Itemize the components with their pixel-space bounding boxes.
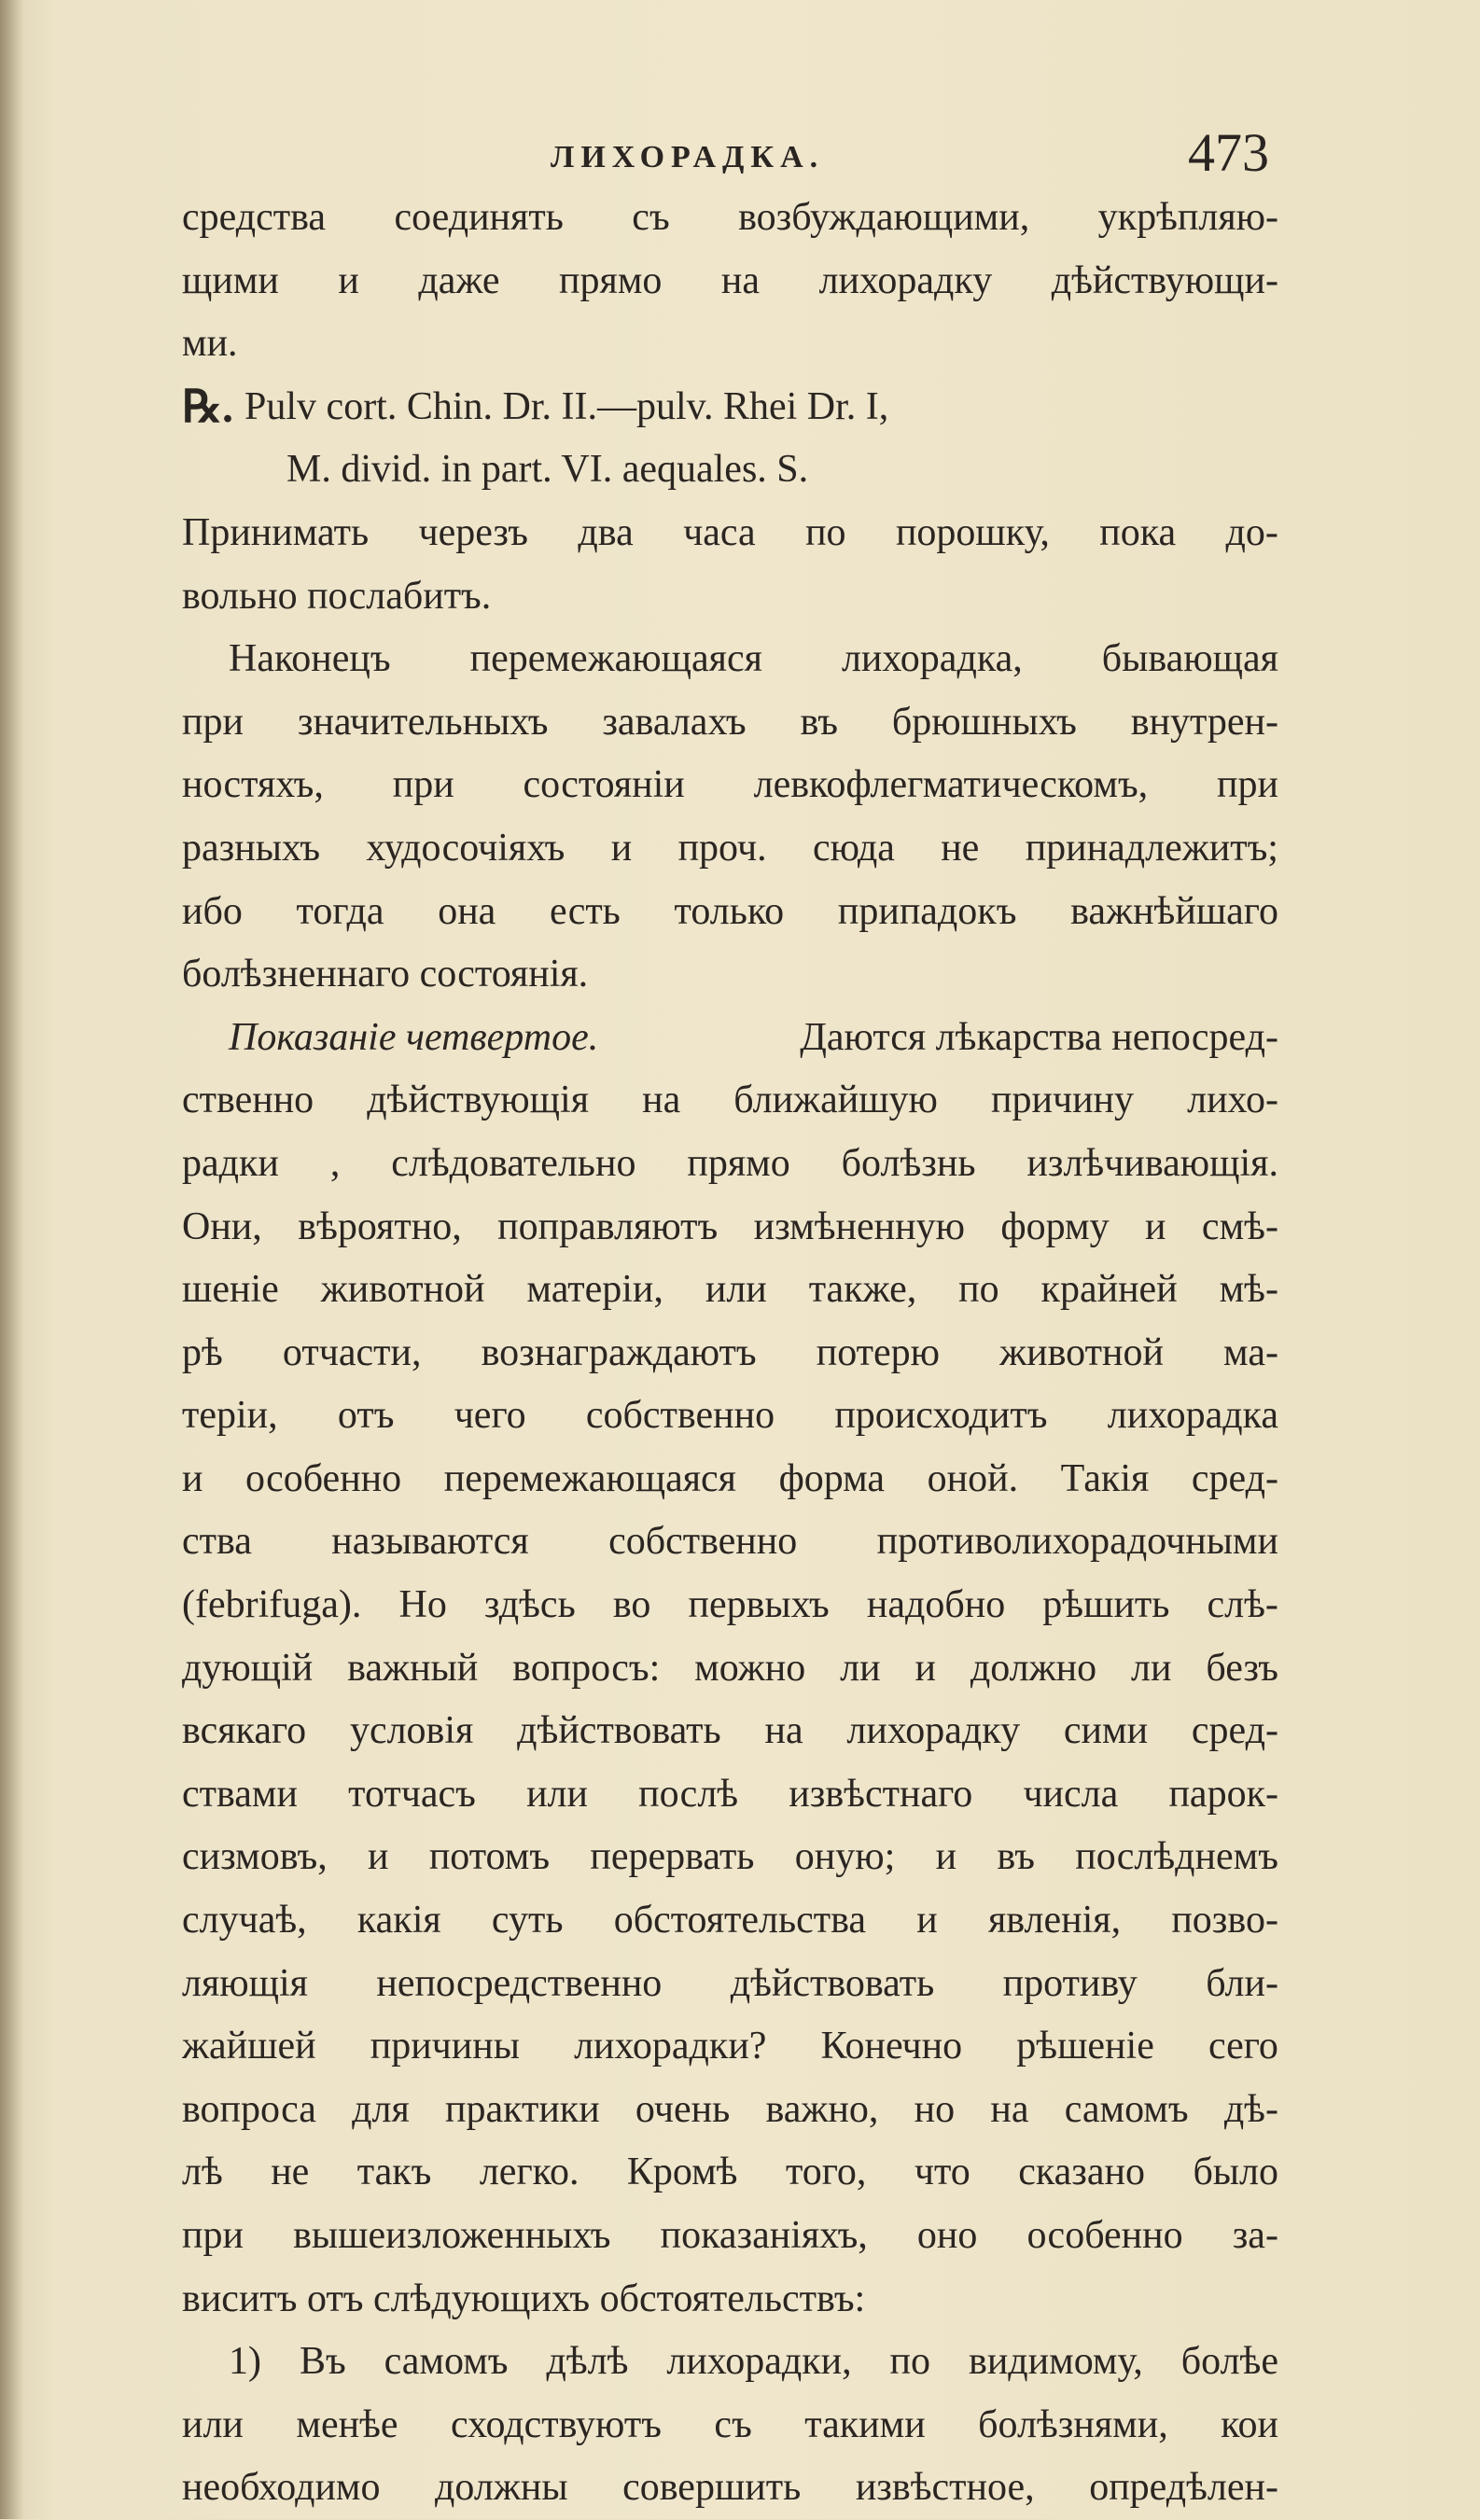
text-line xyxy=(182,187,1278,250)
text-line xyxy=(182,2079,1278,2142)
word: сизмовъ, xyxy=(182,1835,328,1879)
recipe-symbol: ℞. xyxy=(182,382,234,432)
text-line: болѣзненнаго состоянія. xyxy=(182,953,589,996)
text-line xyxy=(182,817,1278,881)
word: извѣстнаго xyxy=(789,1772,973,1816)
word: средства xyxy=(182,196,327,239)
word: вознаграждаютъ xyxy=(481,1330,757,1374)
word: разныхъ xyxy=(182,826,321,870)
text-line xyxy=(182,2141,1278,2205)
text-line xyxy=(182,1700,1278,1763)
word: прямо xyxy=(687,1141,790,1185)
word: менѣе xyxy=(296,2402,398,2446)
word: радки xyxy=(182,1141,279,1185)
word: безъ xyxy=(1206,1646,1278,1690)
word: шеніе xyxy=(182,1268,279,1312)
text-line xyxy=(182,2331,1278,2394)
word: особенно xyxy=(1026,2214,1183,2257)
word: слѣ- xyxy=(1207,1583,1278,1627)
text-line xyxy=(182,1196,1278,1260)
word: и xyxy=(916,1899,938,1942)
word: причины xyxy=(370,2025,520,2068)
text-line xyxy=(182,2457,1278,2520)
word: что xyxy=(914,2151,970,2194)
word: сходствуютъ xyxy=(451,2402,662,2446)
word: лихорадка xyxy=(1107,1394,1278,1438)
page-header xyxy=(182,121,1269,187)
word: форма xyxy=(778,1456,886,1500)
text-line xyxy=(182,250,1278,313)
word: припадокъ xyxy=(837,889,1017,933)
word: вопросъ: xyxy=(512,1646,661,1690)
word: при xyxy=(182,2214,244,2257)
word: бли- xyxy=(1206,1961,1278,2005)
word: лихорадки? xyxy=(574,2025,767,2068)
word: противу xyxy=(1002,1961,1138,2005)
word: какія xyxy=(356,1899,441,1942)
word: очень xyxy=(635,2087,731,2131)
word: внутрен- xyxy=(1130,700,1278,744)
word: чего xyxy=(454,1394,526,1438)
word: сюда xyxy=(812,826,895,870)
word: оной. xyxy=(927,1456,1019,1500)
word: оную; xyxy=(794,1835,896,1879)
word: бывающая xyxy=(1101,637,1278,681)
prescription-line xyxy=(182,376,1278,439)
word: числа xyxy=(1023,1772,1119,1816)
word: рѣшить xyxy=(1042,1583,1170,1627)
word: ли xyxy=(1131,1646,1172,1690)
word: (febrifuga). xyxy=(182,1583,362,1627)
word: особенно xyxy=(245,1456,402,1500)
word: по xyxy=(889,2340,931,2384)
word: сред- xyxy=(1191,1456,1278,1500)
word: отчасти, xyxy=(282,1330,422,1374)
word: и xyxy=(368,1835,389,1879)
word: совершить xyxy=(622,2466,802,2510)
word: лѣ xyxy=(182,2151,223,2194)
word: дѣйствовать xyxy=(730,1961,935,2005)
word: ли xyxy=(840,1646,881,1690)
word: Въ xyxy=(299,2340,346,2384)
word: вышеизложенныхъ xyxy=(293,2214,611,2257)
word: прямо xyxy=(559,258,663,302)
text-line xyxy=(182,502,1278,565)
word: слѣдовательно xyxy=(391,1141,636,1185)
word: потомъ xyxy=(428,1835,551,1879)
word: причину xyxy=(991,1079,1135,1122)
word: было xyxy=(1193,2151,1278,2194)
word: на xyxy=(990,2087,1029,2131)
word: Кромѣ xyxy=(626,2151,738,2194)
word: и xyxy=(182,1456,203,1500)
text-line xyxy=(182,1637,1278,1701)
word: сего xyxy=(1208,2025,1278,2068)
word: первыхъ xyxy=(688,1583,830,1627)
word: но xyxy=(914,2087,956,2131)
word: Наконецъ xyxy=(229,637,391,681)
word: тотчасъ xyxy=(348,1772,476,1816)
word: возбуждающими, xyxy=(738,196,1030,239)
word: условія xyxy=(349,1709,474,1753)
word: съ xyxy=(714,2402,752,2446)
word: завалахъ xyxy=(602,700,747,744)
word: смѣ- xyxy=(1201,1204,1278,1248)
text-line: ми. xyxy=(182,322,238,366)
word: лихорадки, xyxy=(666,2340,852,2384)
word: рѣ xyxy=(182,1330,223,1374)
word: дующій xyxy=(182,1646,314,1690)
word: при xyxy=(182,700,244,744)
text-line xyxy=(182,1259,1278,1322)
word: матеріи, xyxy=(526,1268,663,1312)
word: есть xyxy=(550,889,621,933)
word: можно xyxy=(694,1646,806,1690)
word: болѣе xyxy=(1180,2340,1278,2384)
word: парок- xyxy=(1168,1772,1278,1816)
word: и xyxy=(915,1646,936,1690)
word: всякаго xyxy=(182,1709,307,1753)
word: здѣсь xyxy=(483,1583,576,1627)
word: ства xyxy=(182,1520,252,1564)
word: ляющія xyxy=(182,1961,308,2005)
word: или xyxy=(526,1772,588,1816)
word: ственно xyxy=(182,1079,314,1122)
word: мѣ- xyxy=(1219,1268,1278,1312)
word: черезъ xyxy=(418,510,529,554)
text-line xyxy=(182,691,1278,755)
word: извѣстное, xyxy=(855,2466,1035,2510)
indication-heading: Показаніе четвертое. xyxy=(229,1015,599,1059)
text-line xyxy=(182,1511,1278,1574)
word: происходитъ xyxy=(834,1394,1048,1438)
text-line xyxy=(182,1448,1278,1511)
word: важный xyxy=(347,1646,479,1690)
word: излѣчивающія. xyxy=(1026,1141,1278,1185)
word: измѣненную xyxy=(753,1204,965,1248)
word: или xyxy=(705,1268,767,1312)
word: или xyxy=(182,2402,244,2446)
word: важно, xyxy=(765,2087,879,2131)
word: собственно xyxy=(608,1520,798,1564)
word: ствами xyxy=(182,1772,298,1816)
word: лихорадку xyxy=(818,258,993,302)
word: форму xyxy=(1000,1204,1110,1248)
word: важнѣйшаго xyxy=(1070,889,1278,933)
word: во xyxy=(612,1583,651,1627)
word: при xyxy=(392,763,454,807)
word: суть xyxy=(491,1899,564,1942)
word: непосредственно xyxy=(376,1961,663,2005)
prescription-line: M. divid. in part. VI. aequales. S. xyxy=(286,448,809,492)
word: не xyxy=(941,826,980,870)
word: и xyxy=(935,1835,957,1879)
word: левкофлегматическомъ, xyxy=(753,763,1149,807)
word: на xyxy=(764,1709,803,1753)
text-line xyxy=(182,1763,1278,1827)
word: по xyxy=(805,510,846,554)
word: крайней xyxy=(1040,1268,1178,1312)
text-line xyxy=(182,1826,1278,1889)
text-line xyxy=(182,1889,1278,1953)
word: при xyxy=(1217,763,1278,807)
word: случаѣ, xyxy=(182,1899,307,1942)
word: значительныхъ xyxy=(297,700,549,744)
word: видимому, xyxy=(968,2340,1143,2384)
text-line xyxy=(182,1574,1278,1637)
word: тогда xyxy=(296,889,384,933)
text-line: вольно послабитъ. xyxy=(182,574,492,618)
word: перервать xyxy=(590,1835,755,1879)
word: жайшей xyxy=(182,2025,316,2068)
word: перемежающаяся xyxy=(443,1456,736,1500)
word: рѣшеніе xyxy=(1016,2025,1154,2068)
word: собственно xyxy=(585,1394,775,1438)
word: съ xyxy=(632,196,670,239)
word: такими xyxy=(804,2402,926,2446)
word: показаніяхъ, xyxy=(660,2214,868,2257)
word: противолихорадочными xyxy=(876,1520,1278,1564)
word: дѣ- xyxy=(1223,2087,1278,2131)
word: опредѣлен- xyxy=(1089,2466,1278,2510)
word: , xyxy=(329,1141,341,1185)
word: Принимать xyxy=(182,510,370,554)
text-line xyxy=(182,1133,1278,1196)
word: по xyxy=(958,1268,999,1312)
word: обстоятельства xyxy=(613,1899,867,1942)
text-line xyxy=(182,2394,1278,2457)
word: пока xyxy=(1099,510,1177,554)
text-line xyxy=(182,881,1278,944)
word: на xyxy=(720,258,761,302)
word: сказано xyxy=(1018,2151,1145,2194)
word: сред- xyxy=(1191,1709,1278,1753)
word: два xyxy=(578,510,634,554)
word: отъ xyxy=(337,1394,395,1438)
word: самомъ xyxy=(384,2340,509,2384)
word: вѣроятно, xyxy=(298,1204,462,1248)
word: дѣлѣ xyxy=(546,2340,629,2384)
word: явленія, xyxy=(987,1899,1122,1942)
word: надобно xyxy=(866,1583,1006,1627)
word: ма- xyxy=(1223,1330,1278,1374)
page-number: 473 xyxy=(1188,122,1269,183)
word: брюшныхъ xyxy=(891,700,1077,744)
word: для xyxy=(352,2087,410,2131)
word: на xyxy=(642,1079,681,1122)
word: послѣ xyxy=(638,1772,739,1816)
word: сими xyxy=(1063,1709,1149,1753)
text-line xyxy=(182,1069,1278,1133)
page-text xyxy=(182,187,1278,2520)
word: укрѣпляю- xyxy=(1097,196,1278,239)
prescription-text: Pulv cort. Chin. Dr. II.—pulv. Rhei Dr. I, xyxy=(244,384,889,428)
text-line xyxy=(182,1385,1278,1448)
word: дѣйствующи- xyxy=(1051,258,1278,302)
word: Но xyxy=(398,1583,447,1627)
word: необходимо xyxy=(182,2466,381,2510)
word: порошку, xyxy=(895,510,1050,554)
word: состояніи xyxy=(523,763,685,807)
word: должно xyxy=(970,1646,1097,1690)
word: и xyxy=(338,258,359,302)
text-line: виситъ отъ слѣдующихъ обстоятельствъ: xyxy=(182,2276,866,2320)
word: Они, xyxy=(182,1204,262,1248)
word: въ xyxy=(800,700,838,744)
word: щими xyxy=(182,258,279,302)
word: оно xyxy=(916,2214,978,2257)
word: часа xyxy=(683,510,756,554)
text-line xyxy=(182,1953,1278,2016)
word: того, xyxy=(785,2151,867,2194)
word: проч. xyxy=(677,826,767,870)
word: самомъ xyxy=(1064,2087,1189,2131)
word: въ xyxy=(997,1835,1035,1879)
word: поправляютъ xyxy=(497,1204,719,1248)
word: ностяхъ, xyxy=(182,763,324,807)
word: теріи, xyxy=(182,1394,278,1438)
word: послѣднемъ xyxy=(1075,1835,1278,1879)
word: до- xyxy=(1225,510,1278,554)
word: животной xyxy=(999,1330,1164,1374)
word: болѣзнями, xyxy=(978,2402,1168,2446)
text-line xyxy=(182,2205,1278,2268)
running-title: ЛИХОРАДКА. xyxy=(551,140,825,174)
word: лихорадка, xyxy=(841,637,1023,681)
text-line xyxy=(182,628,1278,691)
word: перемежающаяся xyxy=(469,637,762,681)
word: и xyxy=(1145,1204,1166,1248)
word: дѣйствовать xyxy=(517,1709,721,1753)
word: потерю xyxy=(816,1330,941,1374)
word: позво- xyxy=(1171,1899,1278,1942)
word: должны xyxy=(435,2466,568,2510)
word: также, xyxy=(808,1268,917,1312)
word: ибо xyxy=(182,889,243,933)
word: практики xyxy=(445,2087,600,2131)
word: за- xyxy=(1232,2214,1278,2257)
word: такъ xyxy=(356,2151,432,2194)
text-line xyxy=(182,1322,1278,1385)
word: не xyxy=(271,2151,310,2194)
word: только xyxy=(674,889,785,933)
indication-text: Даются лѣкарства непосред- xyxy=(800,1015,1278,1059)
word: худосочіяхъ xyxy=(366,826,565,870)
spine-shadow xyxy=(0,0,24,2519)
word: даже xyxy=(418,258,500,302)
word: лихорадку xyxy=(846,1709,1021,1753)
word: легко. xyxy=(479,2151,579,2194)
word: ближайшую xyxy=(733,1079,938,1122)
word: и xyxy=(610,826,633,870)
word: 1) xyxy=(229,2340,261,2384)
word: болѣзнь xyxy=(841,1141,976,1185)
word: лихо- xyxy=(1187,1079,1278,1122)
text-line xyxy=(182,754,1278,817)
word: Такія xyxy=(1060,1456,1150,1500)
word: принадлежитъ; xyxy=(1025,826,1278,870)
word: она xyxy=(438,889,496,933)
word: Конечно xyxy=(820,2025,963,2068)
word: вопроса xyxy=(182,2087,316,2131)
word: животной xyxy=(320,1268,485,1312)
word: называются xyxy=(331,1520,529,1564)
indication-line xyxy=(182,1007,1278,1070)
word: кои xyxy=(1221,2402,1278,2446)
word: дѣйствующія xyxy=(367,1079,590,1122)
word: соединять xyxy=(394,196,564,239)
text-line xyxy=(182,2015,1278,2079)
